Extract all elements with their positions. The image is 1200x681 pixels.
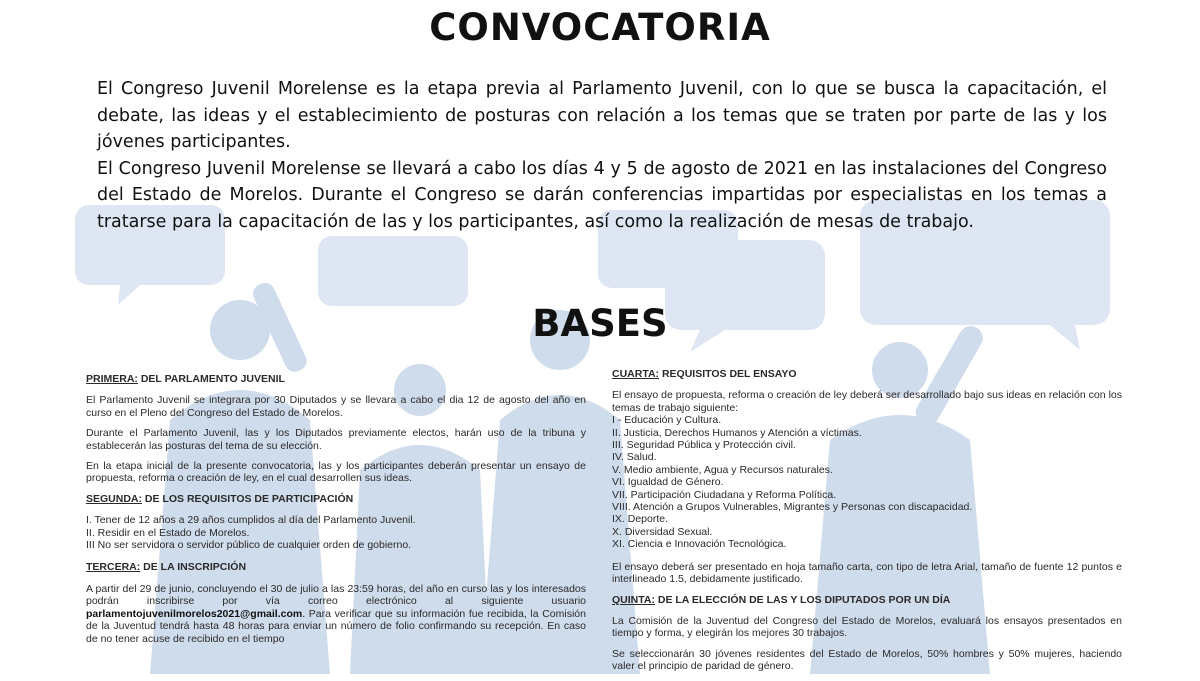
list-item: V. Medio ambiente, Agua y Recursos naturales. bbox=[612, 463, 833, 476]
quinta-heading bbox=[612, 594, 1122, 606]
list-item: III No ser servidora o servidor público de cualquier orden de gobierno. bbox=[86, 539, 412, 552]
intro-paragraph-1: El Congreso Juvenil Morelense es la etapa previa al Parlamento Juvenil, con lo que se busca la capacitación, el debate, las ideas y el establecimiento de posturas con relación a los temas que se traten por parte de las y los jóvenes participantes. bbox=[97, 79, 1107, 152]
list-item: II. Residir en el Estado de Morelos. bbox=[86, 526, 250, 539]
tercera-label: TERCERA: bbox=[86, 561, 141, 574]
list-item: X. Diversidad Sexual. bbox=[612, 525, 713, 538]
cuarta-topics-list bbox=[612, 414, 1122, 550]
tercera-text-after: . Para verificar que su información fue recibida, la Comisión de la Juventud tendrá hasta 48 horas para enviar un número de folio confirmando su recepción. En caso de no tener acuse de recibido en el tiempo bbox=[86, 607, 586, 645]
list-item: VIII. Atención a Grupos Vulnerables, Migrantes y Personas con discapacidad. bbox=[612, 501, 973, 514]
tercera-heading bbox=[86, 561, 586, 573]
tercera-paragraph bbox=[86, 583, 586, 645]
primera-label: PRIMERA: bbox=[86, 373, 138, 385]
cuarta-intro: El ensayo de propuesta, reforma o creación de ley deberá ser desarrollado bajo sus ideas en relación con los temas de trabajo siguiente: bbox=[612, 389, 1122, 414]
quinta-paragraph-1: La Comisión de la Juventud del Congreso del Estado de Morelos, evaluará los ensayos presentados en tiempo y forma, y elegirán los mejores 30 trabajos. bbox=[612, 614, 1122, 640]
cuarta-format-paragraph: El ensayo deberá ser presentado en hoja tamaño carta, con tipo de letra Arial, tamaño de fuente 12 puntos e interlineado 1.5, debidamente justificado. bbox=[612, 560, 1122, 586]
registration-email-link[interactable]: parlamentojuvenilmorelos2021@gmail.com bbox=[86, 607, 303, 620]
quinta-title: DE LA ELECCIÓN DE LAS Y LOS DIPUTADOS POR UN DÍA bbox=[654, 593, 951, 606]
list-item: II. Justicia, Derechos Humanos y Atención a víctimas. bbox=[612, 426, 862, 439]
tercera-title: DE LA INSCRIPCIÓN bbox=[140, 561, 247, 574]
list-item: IV. Salud. bbox=[612, 451, 657, 464]
segunda-title: DE LOS REQUISITOS DE PARTICIPACIÓN bbox=[142, 492, 354, 505]
bases-right-column bbox=[612, 368, 1122, 681]
cuarta-label: CUARTA: bbox=[612, 368, 660, 380]
list-item: I - Educación y Cultura. bbox=[612, 414, 722, 427]
cuarta-title: REQUISITOS DEL ENSAYO bbox=[659, 368, 797, 380]
primera-paragraph-3: En la etapa inicial de la presente convocatoria, las y los participantes deberán presentar un ensayo de propuesta, reforma o creación de ley, en el cual desarrollen sus ideas. bbox=[86, 460, 586, 485]
list-item: III. Seguridad Pública y Protección civil. bbox=[612, 439, 796, 452]
primera-paragraph-2: Durante el Parlamento Juvenil, las y los Diputados previamente electos, harán uso de la tribuna y establecerán las posturas del tema de su elección. bbox=[86, 427, 586, 452]
list-item: VII. Participación Ciudadana y Reforma Política. bbox=[612, 488, 837, 501]
page-title: CONVOCATORIA bbox=[429, 6, 771, 49]
bases-heading: BASES bbox=[532, 302, 668, 345]
intro-section bbox=[97, 76, 1107, 235]
cuarta-heading bbox=[612, 368, 1122, 380]
list-item: VI. Igualdad de Género. bbox=[612, 476, 724, 489]
segunda-requirements-list bbox=[86, 514, 586, 551]
primera-paragraph-1: El Parlamento Juvenil se integrara por 30 Diputados y se llevara a cabo el dia 12 de agosto del año en curso en el Pleno del Congreso del Estado de Morelos. bbox=[86, 394, 586, 419]
list-item: I. Tener de 12 años a 29 años cumplidos al día del Parlamento Juvenil. bbox=[86, 514, 416, 527]
intro-paragraph-2: El Congreso Juvenil Morelense se llevará a cabo los días 4 y 5 de agosto de 2021 en las instalaciones del Congreso del Estado de Morelos. Durante el Congreso se darán conferencias impartidas por especialistas en los temas a tratarse para la capacitación de las y los participantes, así como la realización de mesas de trabajo. bbox=[97, 158, 1107, 232]
tercera-text-before: A partir del 29 de junio, concluyendo el 30 de julio a las 23:59 horas, del año en curso las y los interesados podrán inscribirse por vía correo electrónico al siguiente usuario bbox=[86, 582, 586, 608]
list-item: XI. Ciencia e Innovación Tecnológica. bbox=[612, 538, 787, 551]
list-item: IX. Deporte. bbox=[612, 513, 669, 526]
primera-title: DEL PARLAMENTO JUVENIL bbox=[137, 373, 285, 385]
bases-left-column bbox=[86, 373, 586, 653]
primera-heading bbox=[86, 373, 586, 385]
segunda-heading bbox=[86, 493, 586, 505]
quinta-label: QUINTA: bbox=[612, 593, 655, 606]
quinta-paragraph-2: Se seleccionarán 30 jóvenes residentes del Estado de Morelos, 50% hombres y 50% mujeres, haciendo valer el principio de paridad de género. bbox=[612, 647, 1122, 673]
segunda-label: SEGUNDA: bbox=[86, 492, 143, 505]
